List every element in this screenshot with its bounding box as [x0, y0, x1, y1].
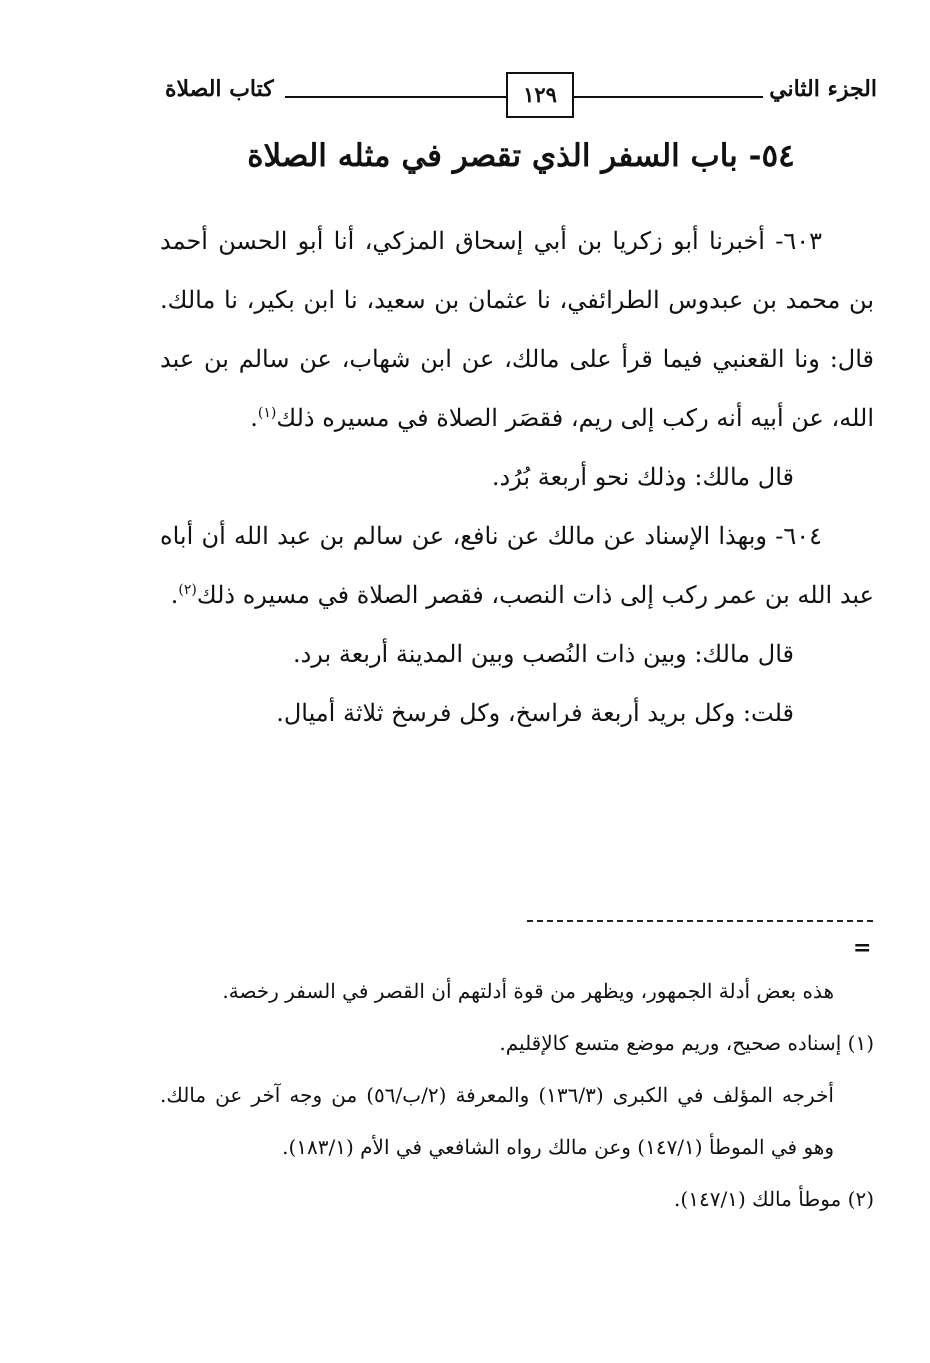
footnote-1: (١) إسناده صحيح، وريم موضع متسع كالإقليم. — [499, 1031, 874, 1055]
hadith-603: ٦٠٣- أخبرنا أبو زكريا بن أبي إسحاق المزكي، أنا أبو الحسن أحمد بن محمد بن عبدوس الطرائفي، نا عثمان بن سعيد، نا ابن بكير، نا مالك. قال: ونا القعنبي فيما قرأ على مالك، عن ابن شهاب، عن سالم بن عبد الله، عن أبيه أنه ركب إلى ريم، فقصَر الصلاة في مسيره ذلك$^{(١)}$. — [160, 227, 874, 432]
author-comment: قلت: وكل بريد أربعة فراسخ، وكل فرسخ ثلاثة أميال. — [276, 699, 794, 727]
footnote-continued: هذه بعض أدلة الجمهور، ويظهر من قوة أدلتهم أن القصر في السفر رخصة. — [222, 979, 834, 1003]
footnote-1-detail: أخرجه المؤلف في الكبرى (١٣٦/٣) والمعرفة (٢/ب/٥٦) من وجه آخر عن مالك. وهو في الموطأ (١٤٧/١) وعن مالك رواه الشافعي في الأم (١٨٣/١). — [160, 1083, 834, 1159]
footnotes — [160, 965, 874, 1225]
footnote-2: (٢) موطأ مالك (١٤٧/١). — [674, 1187, 874, 1211]
footnote-ref-1: (١) — [257, 405, 277, 421]
page-number: ١٢٩ — [506, 72, 574, 118]
book-label: كتاب الصلاة — [165, 76, 280, 102]
malik-comment-2: قال مالك: وبين ذات النُصب وبين المدينة أربعة برد. — [292, 640, 794, 668]
hadith-603-text: ٦٠٣- أخبرنا أبو زكريا بن أبي إسحاق المزكي، أنا أبو الحسن أحمد بن محمد بن عبدوس الطرائفي، نا عثمان بن سعيد، نا ابن بكير، نا مالك. قال: ونا القعنبي فيما قرأ على مالك، عن ابن شهاب، عن سالم بن عبد الله، عن أبيه أنه ركب إلى ريم، فقصَر الصلاة في مسيره ذلك — [160, 227, 874, 432]
footnote-ref-2: (٢) — [178, 582, 197, 598]
hadith-604: ٦٠٤- وبهذا الإسناد عن مالك عن نافع، عن سالم بن عبد الله أن أباه عبد الله بن عمر ركب إلى ذات النصب، فقصر الصلاة في مسيره ذلك$^{(٢)}$. — [160, 522, 874, 609]
running-header — [165, 72, 877, 118]
volume-label: الجزء الثاني — [763, 76, 877, 102]
chapter-title: ٥٤- باب السفر الذي تقصر في مثله الصلاة — [247, 138, 795, 174]
main-text — [160, 212, 874, 743]
footnote-continuation-marker: = — [853, 935, 872, 961]
footnote-separator — [527, 920, 873, 922]
hadith-604-text: ٦٠٤- وبهذا الإسناد عن مالك عن نافع، عن سالم بن عبد الله أن أباه عبد الله بن عمر ركب إلى ذات النصب، فقصر الصلاة في مسيره ذلك — [160, 522, 874, 609]
malik-comment-1: قال مالك: وذلك نحو أربعة بُرُد. — [491, 463, 794, 491]
